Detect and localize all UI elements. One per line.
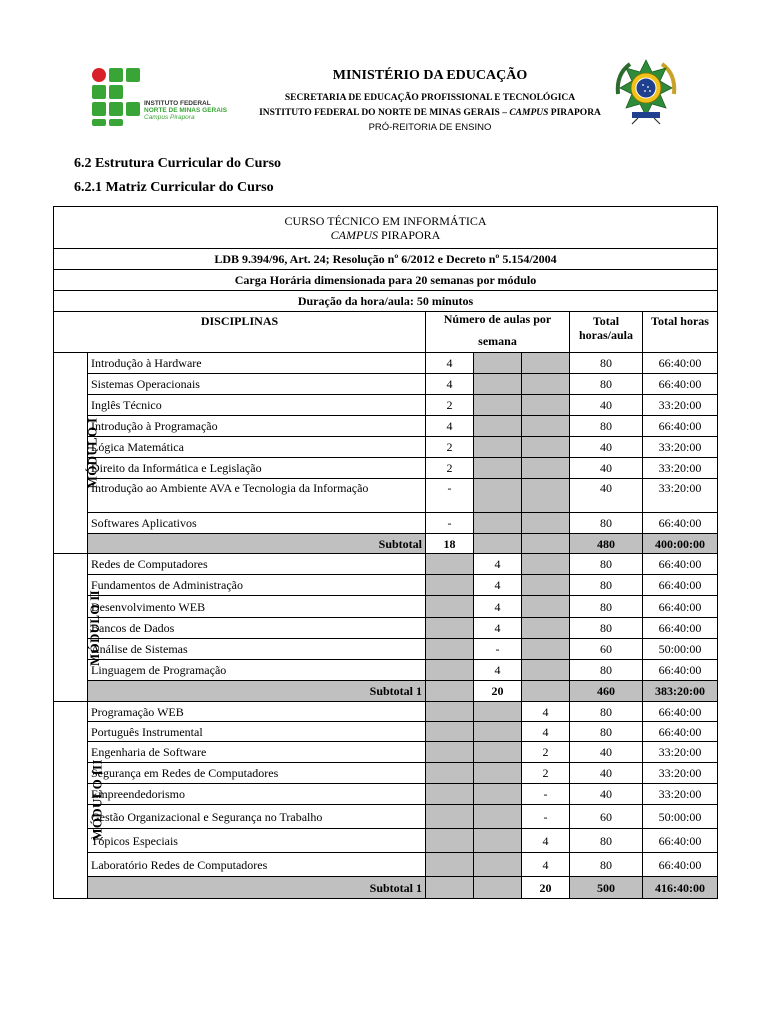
subtotal-horas: 416:40:00 bbox=[643, 877, 718, 899]
instituto-federal-logo: INSTITUTO FEDERAL NORTE DE MINAS GERAIS Campus Pirapora bbox=[92, 68, 227, 126]
aulas-modulo-3: 2 bbox=[522, 763, 570, 784]
pro-reitoria-title: PRÓ-REITORIA DE ENSINO bbox=[368, 122, 492, 133]
table-row bbox=[54, 702, 718, 722]
discipline-name: Introdução à Programação bbox=[88, 416, 426, 437]
table-row bbox=[54, 479, 718, 513]
total-horas: 66:40:00 bbox=[643, 353, 718, 374]
total-horas-aula: 60 bbox=[570, 639, 643, 660]
total-horas-aula: 40 bbox=[570, 395, 643, 416]
subtotal-modulo-3 bbox=[522, 534, 570, 554]
aulas-modulo-1 bbox=[426, 554, 474, 575]
aulas-modulo-1: - bbox=[426, 479, 474, 513]
carga-horaria: Carga Horária dimensionada para 20 semanas por módulo bbox=[54, 270, 718, 291]
module-label: MÓDULO I bbox=[54, 353, 88, 554]
total-horas-aula: 80 bbox=[570, 353, 643, 374]
aulas-modulo-1: 4 bbox=[426, 353, 474, 374]
table-row bbox=[54, 458, 718, 479]
total-horas: 66:40:00 bbox=[643, 618, 718, 639]
aulas-modulo-3 bbox=[522, 458, 570, 479]
total-horas-aula: 80 bbox=[570, 702, 643, 722]
module-label: MÓDULO III bbox=[54, 702, 88, 899]
aulas-modulo-1 bbox=[426, 639, 474, 660]
total-horas-aula: 80 bbox=[570, 416, 643, 437]
total-horas: 66:40:00 bbox=[643, 554, 718, 575]
table-row bbox=[54, 596, 718, 618]
total-horas: 66:40:00 bbox=[643, 660, 718, 681]
discipline-name: Segurança em Redes de Computadores bbox=[88, 763, 426, 784]
header-disciplinas: DISCIPLINAS bbox=[54, 312, 426, 353]
subtotal-row bbox=[54, 681, 718, 702]
table-row bbox=[54, 639, 718, 660]
table-title-row bbox=[54, 207, 718, 249]
aulas-modulo-3 bbox=[522, 479, 570, 513]
discipline-name: Programação WEB bbox=[88, 702, 426, 722]
course-title: CURSO TÉCNICO EM INFORMÁTICA bbox=[284, 213, 487, 228]
table-row bbox=[54, 660, 718, 681]
table-row bbox=[54, 618, 718, 639]
subtotal-modulo-3 bbox=[522, 681, 570, 702]
discipline-name: Redes de Computadores bbox=[88, 554, 426, 575]
discipline-name: Fundamentos de Administração bbox=[88, 575, 426, 596]
table-row bbox=[54, 763, 718, 784]
aulas-modulo-2 bbox=[474, 479, 522, 513]
aulas-modulo-1 bbox=[426, 742, 474, 763]
discipline-name: Análise de Sistemas bbox=[88, 639, 426, 660]
aulas-modulo-1 bbox=[426, 660, 474, 681]
aulas-modulo-1: 2 bbox=[426, 458, 474, 479]
aulas-modulo-1 bbox=[426, 763, 474, 784]
total-horas: 50:00:00 bbox=[643, 639, 718, 660]
discipline-name: Introdução à Hardware bbox=[88, 353, 426, 374]
table-row bbox=[54, 395, 718, 416]
aulas-modulo-1 bbox=[426, 853, 474, 877]
aulas-modulo-2 bbox=[474, 784, 522, 805]
aulas-modulo-3 bbox=[522, 596, 570, 618]
aulas-modulo-1 bbox=[426, 829, 474, 853]
aulas-modulo-3 bbox=[522, 575, 570, 596]
aulas-modulo-2 bbox=[474, 353, 522, 374]
aulas-modulo-3: 4 bbox=[522, 829, 570, 853]
aulas-modulo-3 bbox=[522, 437, 570, 458]
aulas-modulo-3 bbox=[522, 639, 570, 660]
discipline-name: Engenharia de Software bbox=[88, 742, 426, 763]
subtotal-label: Subtotal 1 bbox=[88, 681, 426, 702]
discipline-name: Inglês Técnico bbox=[88, 395, 426, 416]
table-row bbox=[54, 722, 718, 742]
aulas-modulo-2: 4 bbox=[474, 596, 522, 618]
header-total-horas-aula: Total horas/aula bbox=[570, 312, 643, 353]
aulas-modulo-3: 4 bbox=[522, 702, 570, 722]
aulas-modulo-1 bbox=[426, 596, 474, 618]
discipline-name: Gestão Organizacional e Segurança no Trabalho bbox=[88, 805, 426, 829]
total-horas-aula: 80 bbox=[570, 374, 643, 395]
subtotal-modulo-3: 20 bbox=[522, 877, 570, 899]
aulas-modulo-3 bbox=[522, 660, 570, 681]
aulas-modulo-2 bbox=[474, 458, 522, 479]
total-horas-aula: 40 bbox=[570, 479, 643, 513]
discipline-name: Empreendedorismo bbox=[88, 784, 426, 805]
aulas-modulo-2: 4 bbox=[474, 660, 522, 681]
aulas-modulo-3: - bbox=[522, 784, 570, 805]
total-horas: 33:20:00 bbox=[643, 784, 718, 805]
aulas-modulo-3 bbox=[522, 618, 570, 639]
aulas-modulo-3 bbox=[522, 513, 570, 534]
discipline-name: Linguagem de Programação bbox=[88, 660, 426, 681]
subtotal-horas: 383:20:00 bbox=[643, 681, 718, 702]
aulas-modulo-2 bbox=[474, 763, 522, 784]
brazil-coat-of-arms-icon bbox=[608, 54, 684, 130]
aulas-modulo-2 bbox=[474, 742, 522, 763]
total-horas: 33:20:00 bbox=[643, 395, 718, 416]
subtotal-label: Subtotal 1 bbox=[88, 877, 426, 899]
aulas-modulo-1 bbox=[426, 784, 474, 805]
subtotal-modulo-2 bbox=[474, 534, 522, 554]
total-horas-aula: 40 bbox=[570, 763, 643, 784]
aulas-modulo-1: - bbox=[426, 513, 474, 534]
curriculum-matrix-table bbox=[53, 206, 718, 899]
aulas-modulo-3 bbox=[522, 374, 570, 395]
discipline-name: Português Instrumental bbox=[88, 722, 426, 742]
total-horas: 33:20:00 bbox=[643, 479, 718, 513]
total-horas-aula: 80 bbox=[570, 618, 643, 639]
discipline-name: Lógica Matemática bbox=[88, 437, 426, 458]
table-row bbox=[54, 575, 718, 596]
total-horas-aula: 80 bbox=[570, 513, 643, 534]
total-horas: 33:20:00 bbox=[643, 742, 718, 763]
header-numero-aulas: Número de aulas por semana bbox=[426, 312, 570, 353]
aulas-modulo-2 bbox=[474, 829, 522, 853]
aulas-modulo-2 bbox=[474, 395, 522, 416]
instituto-title: INSTITUTO FEDERAL DO NORTE DE MINAS GERAIS – CAMPUS PIRAPORA bbox=[259, 108, 601, 118]
ministry-title: MINISTÉRIO DA EDUCAÇÃO bbox=[332, 68, 528, 83]
aulas-modulo-1: 4 bbox=[426, 416, 474, 437]
total-horas-aula: 80 bbox=[570, 575, 643, 596]
total-horas: 50:00:00 bbox=[643, 805, 718, 829]
total-horas-aula: 40 bbox=[570, 784, 643, 805]
aulas-modulo-3: 2 bbox=[522, 742, 570, 763]
aulas-modulo-2: - bbox=[474, 639, 522, 660]
header-total-horas: Total horas bbox=[643, 312, 718, 353]
total-horas: 66:40:00 bbox=[643, 374, 718, 395]
aulas-modulo-1 bbox=[426, 575, 474, 596]
discipline-name: Desenvolvimento WEB bbox=[88, 596, 426, 618]
aulas-modulo-2 bbox=[474, 374, 522, 395]
discipline-name: Bancos de Dados bbox=[88, 618, 426, 639]
table-row bbox=[54, 353, 718, 374]
course-campus: CAMPUS PIRAPORA bbox=[330, 227, 441, 242]
aulas-modulo-3: 4 bbox=[522, 722, 570, 742]
aulas-modulo-3: - bbox=[522, 805, 570, 829]
aulas-modulo-2 bbox=[474, 416, 522, 437]
aulas-modulo-2: 4 bbox=[474, 554, 522, 575]
aulas-modulo-1: 4 bbox=[426, 374, 474, 395]
table-row bbox=[54, 742, 718, 763]
aulas-modulo-3 bbox=[522, 554, 570, 575]
total-horas-aula: 80 bbox=[570, 554, 643, 575]
column-header-row bbox=[54, 312, 718, 353]
aulas-modulo-2: 4 bbox=[474, 618, 522, 639]
subtotal-modulo-1 bbox=[426, 681, 474, 702]
subtotal-modulo-1 bbox=[426, 877, 474, 899]
total-horas-aula: 60 bbox=[570, 805, 643, 829]
total-horas: 66:40:00 bbox=[643, 853, 718, 877]
table-row bbox=[54, 829, 718, 853]
subtotal-row bbox=[54, 534, 718, 554]
total-horas-aula: 80 bbox=[570, 853, 643, 877]
table-row bbox=[54, 784, 718, 805]
aulas-modulo-1 bbox=[426, 722, 474, 742]
document-header bbox=[0, 60, 768, 150]
total-horas-aula: 80 bbox=[570, 660, 643, 681]
aulas-modulo-1: 2 bbox=[426, 395, 474, 416]
discipline-name: Softwares Aplicativos bbox=[88, 513, 426, 534]
total-horas-aula: 80 bbox=[570, 596, 643, 618]
aulas-modulo-1 bbox=[426, 805, 474, 829]
aulas-modulo-3 bbox=[522, 416, 570, 437]
subtotal-label: Subtotal bbox=[88, 534, 426, 554]
aulas-modulo-1 bbox=[426, 702, 474, 722]
module-label: MÓDULO II bbox=[54, 554, 88, 702]
table-row bbox=[54, 374, 718, 395]
section-heading-matriz: 6.2.1 Matriz Curricular do Curso bbox=[74, 180, 274, 195]
aulas-modulo-2 bbox=[474, 805, 522, 829]
subtotal-modulo-1: 18 bbox=[426, 534, 474, 554]
total-horas-aula: 80 bbox=[570, 829, 643, 853]
table-row bbox=[54, 513, 718, 534]
total-horas: 33:20:00 bbox=[643, 458, 718, 479]
aulas-modulo-2: 4 bbox=[474, 575, 522, 596]
total-horas: 33:20:00 bbox=[643, 437, 718, 458]
aulas-modulo-3: 4 bbox=[522, 853, 570, 877]
total-horas-aula: 40 bbox=[570, 437, 643, 458]
subtotal-row bbox=[54, 877, 718, 899]
total-horas: 66:40:00 bbox=[643, 513, 718, 534]
total-horas: 33:20:00 bbox=[643, 763, 718, 784]
table-row bbox=[54, 805, 718, 829]
aulas-modulo-2 bbox=[474, 722, 522, 742]
discipline-name: Direito da Informática e Legislação bbox=[88, 458, 426, 479]
aulas-modulo-3 bbox=[522, 395, 570, 416]
total-horas: 66:40:00 bbox=[643, 575, 718, 596]
total-horas-aula: 80 bbox=[570, 722, 643, 742]
total-horas-aula: 40 bbox=[570, 742, 643, 763]
total-horas: 66:40:00 bbox=[643, 829, 718, 853]
discipline-name: Laboratório Redes de Computadores bbox=[88, 853, 426, 877]
subtotal-horas-aula: 460 bbox=[570, 681, 643, 702]
aulas-modulo-1 bbox=[426, 618, 474, 639]
total-horas: 66:40:00 bbox=[643, 702, 718, 722]
section-heading-estrutura: 6.2 Estrutura Curricular do Curso bbox=[74, 156, 282, 171]
total-horas: 66:40:00 bbox=[643, 416, 718, 437]
ldb-reference: LDB 9.394/96, Art. 24; Resolução nº 6/2012 e Decreto nº 5.154/2004 bbox=[54, 249, 718, 270]
total-horas: 66:40:00 bbox=[643, 722, 718, 742]
aulas-modulo-2 bbox=[474, 437, 522, 458]
subtotal-horas-aula: 500 bbox=[570, 877, 643, 899]
aulas-modulo-1: 2 bbox=[426, 437, 474, 458]
aulas-modulo-2 bbox=[474, 853, 522, 877]
aulas-modulo-2 bbox=[474, 702, 522, 722]
subtotal-modulo-2 bbox=[474, 877, 522, 899]
discipline-name: Tópicos Especiais bbox=[88, 829, 426, 853]
table-row bbox=[54, 437, 718, 458]
discipline-name: Sistemas Operacionais bbox=[88, 374, 426, 395]
total-horas-aula: 40 bbox=[570, 458, 643, 479]
subtotal-modulo-2: 20 bbox=[474, 681, 522, 702]
subtotal-horas: 400:00:00 bbox=[643, 534, 718, 554]
aulas-modulo-3 bbox=[522, 353, 570, 374]
duracao-hora-aula: Duração da hora/aula: 50 minutos bbox=[54, 291, 718, 312]
aulas-modulo-2 bbox=[474, 513, 522, 534]
table-row bbox=[54, 554, 718, 575]
discipline-name: Introdução ao Ambiente AVA e Tecnologia da Informação bbox=[88, 479, 426, 513]
total-horas: 66:40:00 bbox=[643, 596, 718, 618]
secretaria-title: SECRETARIA DE EDUCAÇÃO PROFISSIONAL E TECNOLÓGICA bbox=[284, 93, 576, 103]
subtotal-horas-aula: 480 bbox=[570, 534, 643, 554]
table-row bbox=[54, 416, 718, 437]
table-row bbox=[54, 853, 718, 877]
